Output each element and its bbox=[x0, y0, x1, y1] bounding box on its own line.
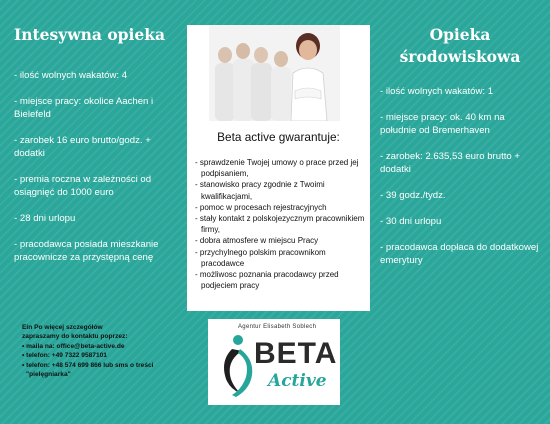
left-bullet-item: - pracodawca posiada mieszkanie pracownicze za przystępną cenę bbox=[14, 239, 159, 263]
contact-email[interactable]: • maila na: office@beta-active.de bbox=[22, 342, 125, 350]
center-panel bbox=[187, 25, 370, 311]
contact-phone[interactable]: • telefon: +49 7322 9587101 bbox=[22, 352, 107, 360]
left-bullet-item: - premia roczna w zależności od osiągnięć do 1000 euro bbox=[14, 174, 152, 198]
guarantee-item: - możliwosc poznania pracodawcy przed podjeciem pracy bbox=[195, 270, 339, 291]
left-bullet-list bbox=[14, 69, 176, 264]
guarantee-item: - sprawdzenie Twojej umowy o prace przed jej podpisaniem, bbox=[195, 158, 359, 179]
contact-line: Ein Po więcej szczegółów bbox=[22, 324, 103, 331]
contact-list bbox=[22, 342, 182, 380]
right-bullet-list bbox=[380, 85, 540, 267]
contact-phone[interactable]: • telefon: +48 574 699 866 lub sms o treści "pielęgniarka" bbox=[22, 361, 154, 379]
guarantee-item: - stały kontakt z polskojezycznym pracownikiem firmy, bbox=[195, 214, 365, 235]
right-bullet-item: - miejsce pracy: ok. 40 km na południe od Bremerhaven bbox=[380, 112, 505, 136]
right-bullet-item: - pracodawca dopłaca do dodatkowej emerytury bbox=[380, 242, 539, 266]
staff-photo bbox=[209, 25, 340, 121]
logo-figure-icon bbox=[216, 331, 254, 401]
right-bullet-item: - 39 godz./tydz. bbox=[380, 190, 446, 201]
guarantee-item: - stanowisko pracy zgodnie z Twoimi kwalifikacjami, bbox=[195, 180, 325, 201]
left-heading: Intesywna opieka bbox=[14, 25, 166, 44]
guarantee-item: - pomoc w procesach rejestracyjnych bbox=[195, 202, 327, 212]
logo-beta-text: BETA bbox=[254, 337, 338, 370]
right-bullet-item: - zarobek: 2.635,53 euro brutto + dodatki bbox=[380, 151, 520, 175]
logo-active-text: Active bbox=[268, 371, 327, 391]
beta-active-logo bbox=[208, 319, 340, 405]
left-bullet-item: - ilość wolnych wakatów: 4 bbox=[14, 70, 128, 81]
contact-info bbox=[22, 323, 182, 379]
right-bullet-item: - ilość wolnych wakatów: 1 bbox=[380, 86, 494, 97]
left-bullet-item: - miejsce pracy: okolice Aachen i Bielefeld bbox=[14, 96, 154, 120]
logo-agentur-text: Agentur Elisabeth Soblech bbox=[238, 324, 317, 330]
right-column bbox=[380, 24, 540, 280]
right-bullet-item: - 30 dni urlopu bbox=[380, 216, 442, 227]
left-bullet-item: - 28 dni urlopu bbox=[14, 213, 76, 224]
left-bullet-item: - zarobek 16 euro brutto/godz. + dodatki bbox=[14, 135, 151, 159]
right-heading: Opieka środowiskowa bbox=[399, 25, 521, 66]
left-column bbox=[14, 24, 176, 277]
guarantee-list bbox=[193, 157, 365, 291]
guarantee-item: - dobra atmosfere w miejscu Pracy bbox=[195, 236, 319, 246]
guarantee-title: Beta active gwarantuje: bbox=[217, 130, 340, 144]
guarantee-item: - przychylnego polskim pracownikom pracodawce bbox=[195, 247, 326, 268]
contact-line: zapraszamy do kontaktu poprzez: bbox=[22, 333, 128, 341]
